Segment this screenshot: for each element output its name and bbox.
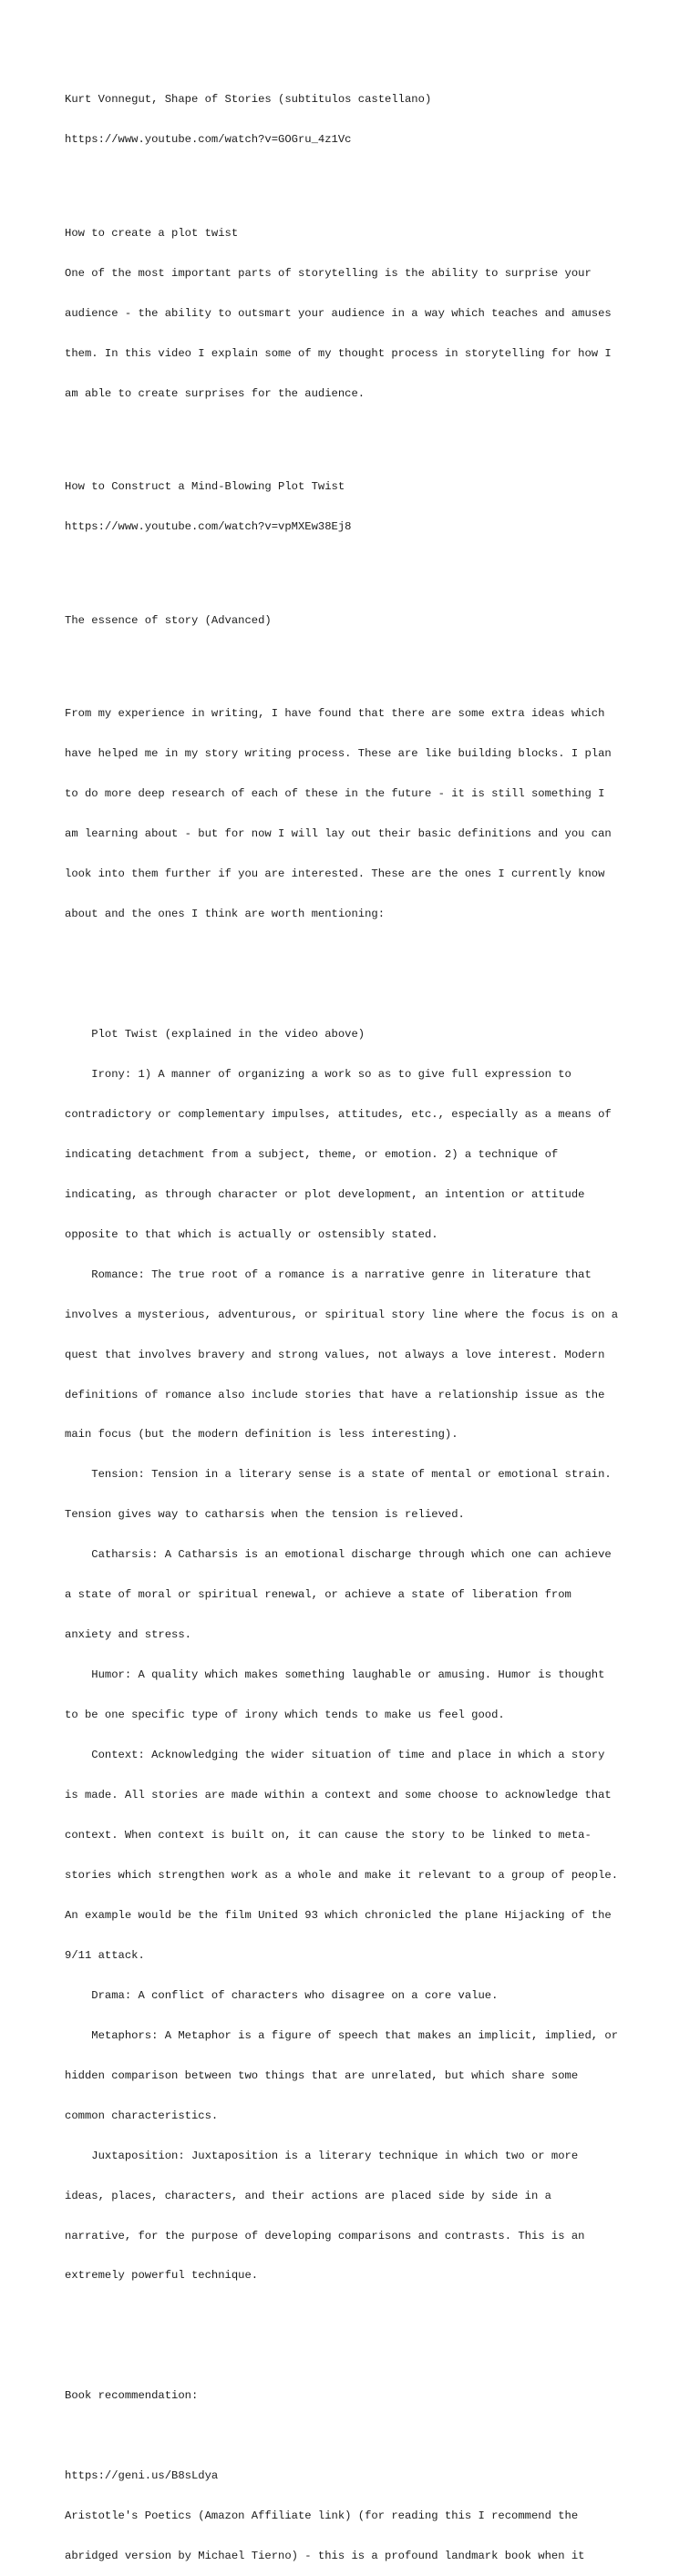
definition-line: definitions of romance also include stories that have a relationship issue as the (65, 1388, 605, 1401)
definition-line: Metaphors: A Metaphor is a figure of speech that makes an implicit, implied, or (65, 2028, 619, 2042)
definition-line: Humor: A quality which makes something laughable or amusing. Humor is thought (65, 1668, 605, 1682)
spacer (65, 173, 648, 187)
intro-text: to do more deep research of each of these in the future - it is still something I (65, 787, 605, 801)
definition-line: Romance: The true root of a romance is a narrative genre in literature that (65, 1267, 592, 1281)
definition-line: is made. All stories are made within a context and some choose to acknowledge that (65, 1789, 612, 1802)
definition-line: indicating detachment from a subject, theme, or emotion. 2) a technique of (65, 1147, 559, 1161)
definition-line: involves a mysterious, adventurous, or spiritual story line where the focus is on a (65, 1308, 619, 1321)
vonnegut-title: Kurt Vonnegut, Shape of Stories (subtitulos castellano) (65, 93, 432, 107)
plot-twist-title: How to create a plot twist (65, 226, 239, 240)
definition-line: ideas, places, characters, and their actions are placed side by side in a (65, 2189, 551, 2202)
plot-twist-text: them. In this video I explain some of my thought process in storytelling for how I (65, 346, 612, 360)
book-title: Book recommendation: (65, 2389, 199, 2403)
essence-title: The essence of story (Advanced) (65, 613, 272, 627)
spacer (65, 2336, 648, 2350)
definition-line: opposite to that which is actually or ostensibly stated. (65, 1227, 438, 1241)
book-text: Aristotle's Poetics (Amazon Affiliate link) (for reading this I recommend the (65, 2509, 579, 2523)
definition-line: Context: Acknowledging the wider situation of time and place in which a story (65, 1749, 605, 1762)
intro-text: am learning about - but for now I will lay out their basic definitions and you can (65, 827, 612, 841)
spacer (65, 654, 648, 668)
spacer (65, 948, 648, 961)
spacer (65, 560, 648, 574)
definition-line: indicating, as through character or plot development, an intention or attitude (65, 1187, 585, 1201)
spacer (65, 2429, 648, 2443)
book-link[interactable]: https://geni.us/B8sLdya (65, 2469, 219, 2483)
definition-line: Catharsis: A Catharsis is an emotional discharge through which one can achieve (65, 1548, 612, 1562)
spacer (65, 427, 648, 441)
definition-line: common characteristics. (65, 2109, 219, 2122)
vonnegut-link[interactable]: https://www.youtube.com/watch?v=GOGru_4z1Vc (65, 133, 352, 147)
intro-text: have helped me in my story writing process. These are like building blocks. I plan (65, 747, 612, 761)
definition-line: 9/11 attack. (65, 1948, 145, 1962)
definition-line: hidden comparison between two things that are unrelated, but which share some (65, 2068, 579, 2082)
definition-line: Drama: A conflict of characters who disagree on a core value. (65, 1988, 499, 2002)
definitions-list (65, 1001, 648, 2310)
intro-text: look into them further if you are interested. These are the ones I currently know (65, 867, 605, 881)
definition-line: context. When context is built on, it can cause the story to be linked to meta- (65, 1828, 592, 1842)
mind-blowing-title: How to Construct a Mind-Blowing Plot Twist (65, 480, 345, 494)
definition-line: quest that involves bravery and strong values, not always a love interest. Modern (65, 1348, 605, 1361)
definition-line: Irony: 1) A manner of organizing a work so as to give full expression to (65, 1067, 571, 1081)
definition-line: extremely powerful technique. (65, 2269, 259, 2283)
definition-line: Juxtaposition: Juxtaposition is a literary technique in which two or more (65, 2149, 579, 2162)
definition-line: Plot Twist (explained in the video above) (65, 1027, 365, 1041)
definition-line: contradictory or complementary impulses, attitudes, etc., especially as a means of (65, 1107, 612, 1121)
definition-line: stories which strengthen work as a whole and make it relevant to a group of people. (65, 1868, 619, 1882)
intro-text: about and the ones I think are worth mentioning: (65, 908, 386, 921)
definition-line: narrative, for the purpose of developing comparisons and contrasts. This is an (65, 2229, 585, 2242)
plot-twist-text: audience - the ability to outsmart your audience in a way which teaches and amuses (65, 306, 612, 320)
definition-line: An example would be the film United 93 which chronicled the plane Hijacking of the (65, 1908, 612, 1922)
plot-twist-text: One of the most important parts of storytelling is the ability to surprise your (65, 266, 592, 280)
definition-line: Tension: Tension in a literary sense is a state of mental or emotional strain. (65, 1468, 612, 1482)
mind-blowing-link[interactable]: https://www.youtube.com/watch?v=vpMXEw38Ej8 (65, 520, 352, 534)
plot-twist-text: am able to create surprises for the audience. (65, 386, 365, 400)
definition-line: main focus (but the modern definition is less interesting). (65, 1428, 458, 1442)
definition-line: a state of moral or spiritual renewal, or achieve a state of liberation from (65, 1588, 571, 1602)
document-page (65, 67, 648, 2576)
definition-line: Tension gives way to catharsis when the tension is relieved. (65, 1508, 465, 1522)
intro-text: From my experience in writing, I have found that there are some extra ideas which (65, 707, 605, 721)
book-text: abridged version by Michael Tierno) - this is a profound landmark book when it (65, 2550, 585, 2563)
definition-line: to be one specific type of irony which tends to make us feel good. (65, 1709, 505, 1722)
definition-line: anxiety and stress. (65, 1628, 191, 1642)
